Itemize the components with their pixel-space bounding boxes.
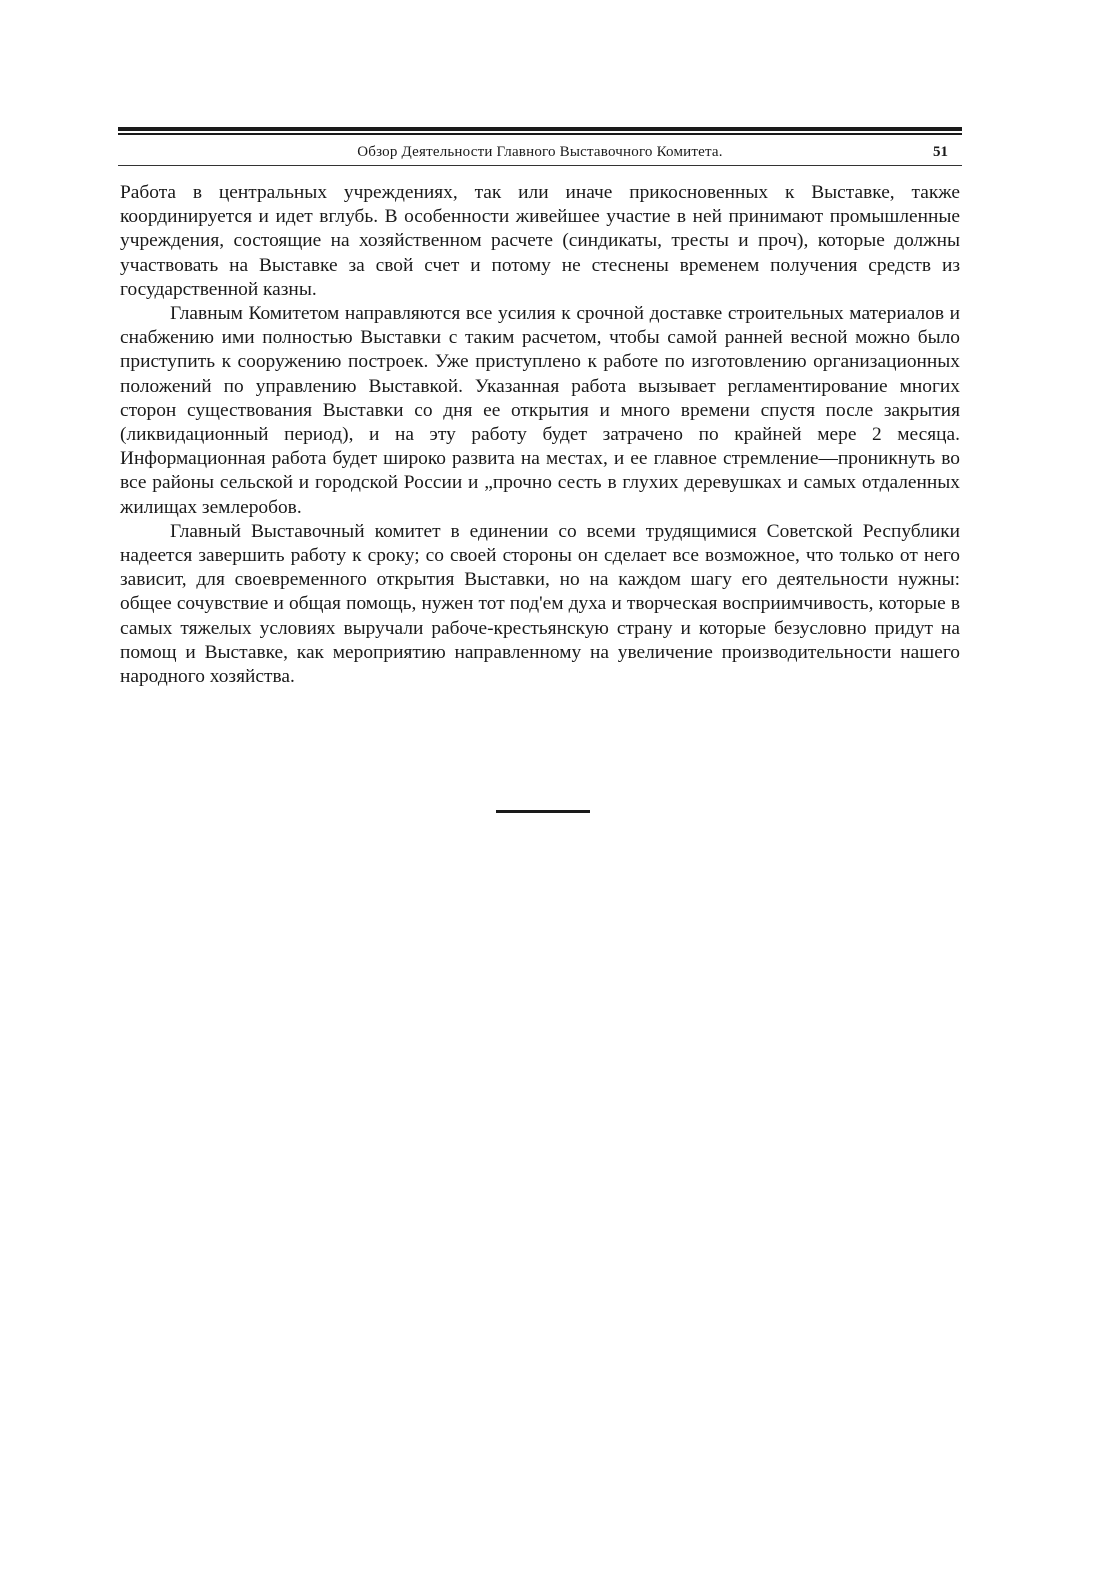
paragraph-1: Работа в центральных учреждениях, так или иначе прикосновенных к Выставке, также координируется и идет вглубь. В особенности живейшее участие в ней принимают промышленные учреждения, состоящие на хозяйственном расчете (синдикаты, тресты и проч), которые должны участвовать на Выставке за свой счет и потому не стеснены временем получения средств из государственной казны.: [120, 182, 960, 300]
paragraph-3: Главный Выставочный комитет в единении со всеми трудящимися Советской Республики надеется завершить работу к сроку; со своей стороны он сделает все возможное, что только от него зависит, для своевременного открытия Выставки, но на каждом шагу его деятельности нужны: общее сочувствие и общая помощь, нужен тот под'ем духа и творческая восприимчивость, которые в самых тяжелых условиях выручали рабоче-крестьянскую страну и которые безусловно придут на помощ и Выставке, как мероприятию направленному на увеличение производительности нашего народного хозяйства.: [120, 520, 960, 688]
running-head: [118, 140, 962, 164]
page-number: 51: [933, 144, 948, 160]
header-rule-thin: [118, 133, 962, 135]
header-rule-thick: [118, 127, 962, 131]
paragraph-2: Главным Комитетом направляются все усилия к срочной доставке строительных материалов и снабжению ими полностью Выставки с таким расчетом, чтобы самой ранней весной можно было приступить к сооружению построек. Уже приступлено к работе по изготовлению организационных положений по управлению Выставкой. Указанная работа вызывает регламентирование многих сторон существования Выставки со дня ее открытия и много времени спустя после закрытия (ликвидационный период), и на эту работу будет затрачено по крайней мере 2 месяца. Информационная работа будет широко развита на местах, и ее главное стремление—проникнуть во все районы сельской и городской России и „прочно сесть в глухих деревушках и самых отдаленных жилищах землеробов.: [120, 303, 960, 518]
end-of-section-rule: [496, 810, 590, 813]
header-rule-bottom: [118, 165, 962, 166]
body-text: [120, 181, 960, 689]
running-title: Обзор Деятельности Главного Выставочного Комитета.: [357, 144, 723, 160]
